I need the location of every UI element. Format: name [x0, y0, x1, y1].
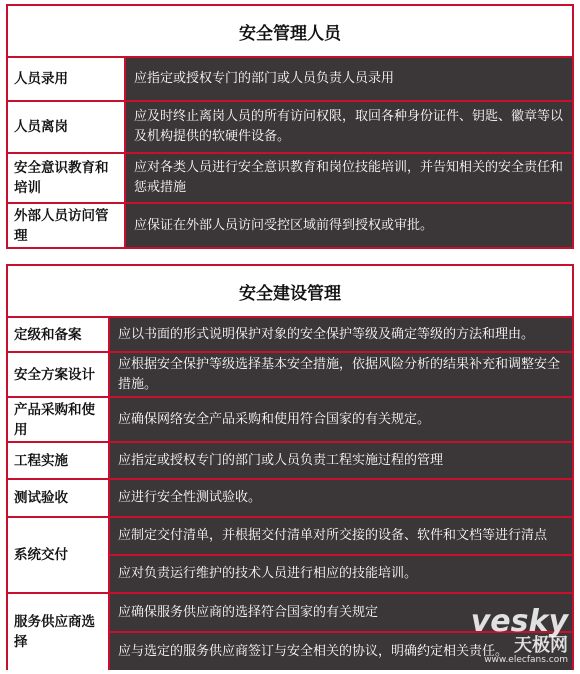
- table-row: [8, 480, 572, 518]
- row-label: 人员录用: [8, 58, 126, 100]
- table-row: [8, 443, 572, 480]
- row-label: 测试验收: [8, 480, 110, 516]
- table-row: [8, 318, 572, 353]
- row-cell: 应保证在外部人员访问受控区域前得到授权或审批。: [126, 204, 572, 247]
- row-cell: 应对各类人员进行安全意识教育和岗位技能培训，并告知相关的安全责任和惩戒措施: [126, 154, 572, 202]
- table-row: [8, 58, 572, 102]
- row-label: 产品采购和使用: [8, 398, 110, 441]
- row-label: 安全方案设计: [8, 353, 110, 396]
- watermark-brand: vesky: [470, 604, 568, 639]
- row-cell: 应与选定的服务供应商签订与安全相关的协议，明确约定相关责任。: [110, 631, 572, 670]
- row-cell: 应以书面的形式说明保护对象的安全保护等级及确定等级的方法和理由。: [110, 318, 572, 351]
- watermark-url: www.elecfans.com: [484, 655, 568, 665]
- row-cell: 应确保网络安全产品采购和使用符合国家的有关规定。: [110, 398, 572, 441]
- table-row: [8, 398, 572, 443]
- row-label: 服务供应商选择: [8, 594, 110, 670]
- table-row: [8, 353, 572, 398]
- security-personnel-table: [6, 4, 574, 249]
- table-title: 安全管理人员: [8, 6, 572, 58]
- row-label: 工程实施: [8, 443, 110, 478]
- row-cell: 应进行安全性测试验收。: [110, 480, 572, 516]
- table-row: [8, 204, 572, 247]
- row-label: 人员离岗: [8, 102, 126, 152]
- row-cell: 应对负责运行维护的技术人员进行相应的技能培训。: [110, 554, 572, 592]
- row-cell: 应指定或授权专门的部门或人员负责工程实施过程的管理: [110, 443, 572, 478]
- table-row: [8, 154, 572, 204]
- row-cell: 应确保服务供应商的选择符合国家的有关规定: [110, 594, 572, 631]
- row-cell: 应根据安全保护等级选择基本安全措施，依据风险分析的结果补充和调整安全措施。: [110, 353, 572, 396]
- row-cell: 应制定交付清单，并根据交付清单对所交接的设备、软件和文档等进行清点: [110, 518, 572, 554]
- table-row: [8, 518, 572, 594]
- row-label: 安全意识教育和培训: [8, 154, 126, 202]
- row-label: 系统交付: [8, 518, 110, 592]
- table-title: 安全建设管理: [8, 266, 572, 318]
- watermark-logo: [470, 604, 568, 666]
- row-cell: 应指定或授权专门的部门或人员负责人员录用: [126, 58, 572, 100]
- row-label: 外部人员访问管理: [8, 204, 126, 247]
- watermark-cn: 天极网: [514, 635, 568, 656]
- row-cell: 应及时终止离岗人员的所有访问权限，取回各种身份证件、钥匙、徽章等以及机构提供的软硬件设备。: [126, 102, 572, 152]
- table-row: [8, 102, 572, 154]
- row-label: 定级和备案: [8, 318, 110, 351]
